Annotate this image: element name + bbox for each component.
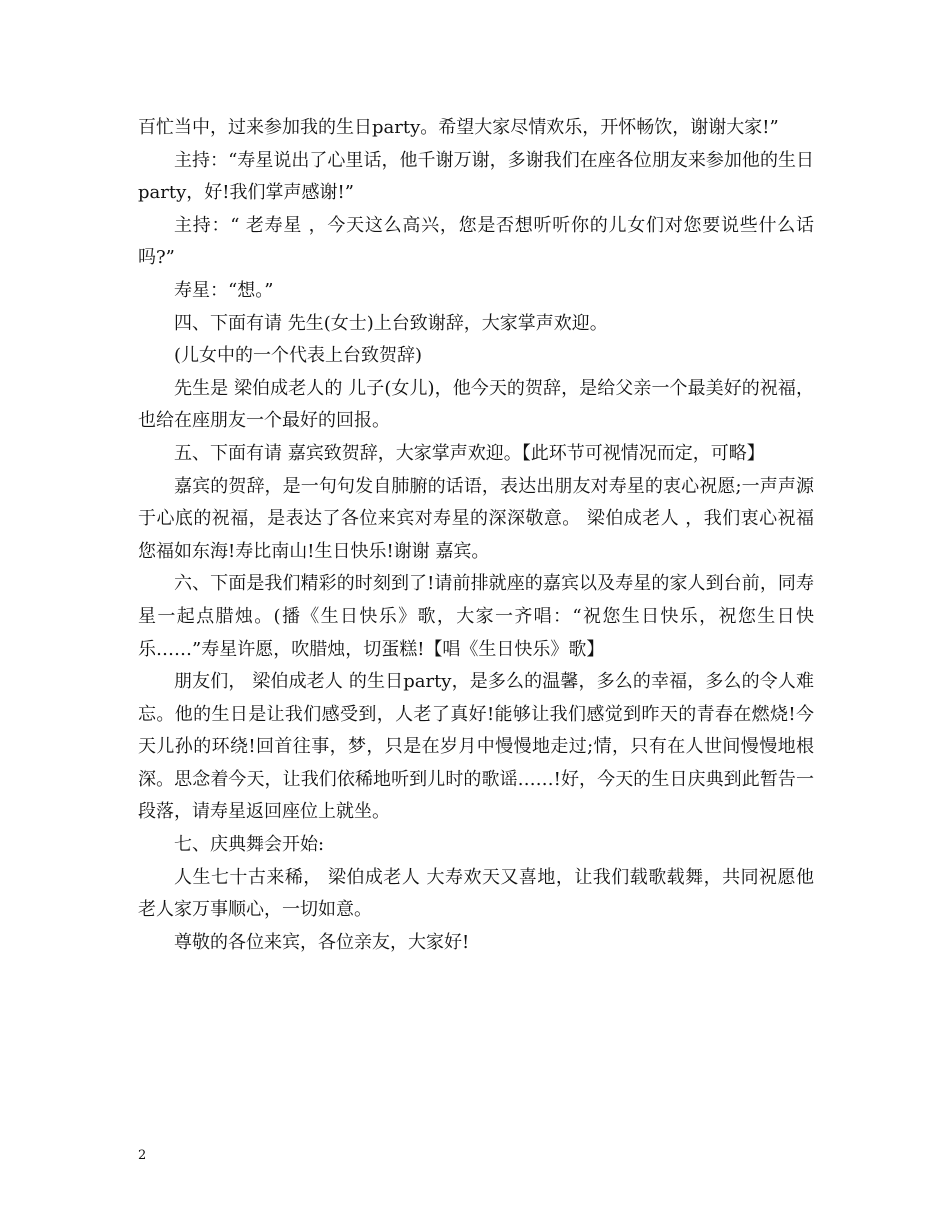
paragraph-son-speech: 先生是 梁伯成老人的 儿子(女儿)，他今天的贺辞，是给父亲一个最美好的祝福，也给在座朋友一个最好的回报。 — [138, 377, 814, 432]
paragraph-section-four: 四、下面有请 先生(女士)上台致谢辞，大家掌声欢迎。 — [174, 312, 608, 334]
document-page-body — [138, 112, 814, 959]
paragraph-dance-blessing: 人生七十古来稀， 梁伯成老人 大寿欢天又喜地，让我们载歌载舞，共同祝愿他老人家万事顺心，一切如意。 — [138, 866, 814, 921]
paragraph-section-seven: 七、庆典舞会开始: — [174, 834, 325, 856]
paragraph-guest-speech: 嘉宾的贺辞，是一句句发自肺腑的话语，表达出朋友对寿星的衷心祝愿;一声声源于心底的祝福，是表达了各位来宾对寿星的深深敬意。 梁伯成老人 ，我们衷心祝福您福如东海!寿比南山!生日快乐!谢谢 嘉宾。 — [138, 475, 814, 562]
paragraph-birthday-star-answer: 寿星：“想。” — [174, 279, 274, 301]
paragraph-section-six: 六、下面是我们精彩的时刻到了!请前排就座的嘉宾以及寿星的家人到台前，同寿星一起点腊烛。(播《生日快乐》歌，大家一齐唱：“祝您生日快乐，祝您生日快乐……”寿星许愿，吹腊烛，切蛋糕!【唱《生日快乐》歌】 — [138, 573, 814, 660]
paragraph-continuation: 百忙当中，过来参加我的生日party。希望大家尽情欢乐，开怀畅饮，谢谢大家!” — [138, 117, 779, 138]
paragraph-host-question: 主持：“ 老寿星 ，今天这么高兴，您是否想听听你的儿女们对您要说些什么话吗?” — [138, 214, 814, 269]
paragraph-greeting: 尊敬的各位来宾，各位亲友，大家好! — [174, 931, 470, 953]
page-number: 2 — [138, 1148, 147, 1163]
paragraph-section-four-note: (儿女中的一个代表上台致贺辞) — [174, 345, 423, 367]
paragraph-section-five: 五、下面有请 嘉宾致贺辞，大家掌声欢迎。【此环节可视情况而定，可略】 — [174, 442, 765, 464]
paragraph-friends: 朋友们， 梁伯成老人 的生日party，是多么的温馨，多么的幸福，多么的令人难忘。他的生日是让我们感受到，人老了真好!能够让我们感觉到昨天的青春在燃烧!今天儿孙的环绕!回首往事，梦，只是在岁月中慢慢地走过;情，只有在人世间慢慢地根深。思念着今天，让我们依稀地听到儿时的歌谣……!好，今天的生日庆典到此暂告一段落，请寿星返回座位上就坐。 — [138, 671, 814, 823]
paragraph-host-thanks: 主持：“寿星说出了心里话，他千谢万谢，多谢我们在座各位朋友来参加他的生日party，好!我们掌声感谢!” — [138, 149, 814, 204]
